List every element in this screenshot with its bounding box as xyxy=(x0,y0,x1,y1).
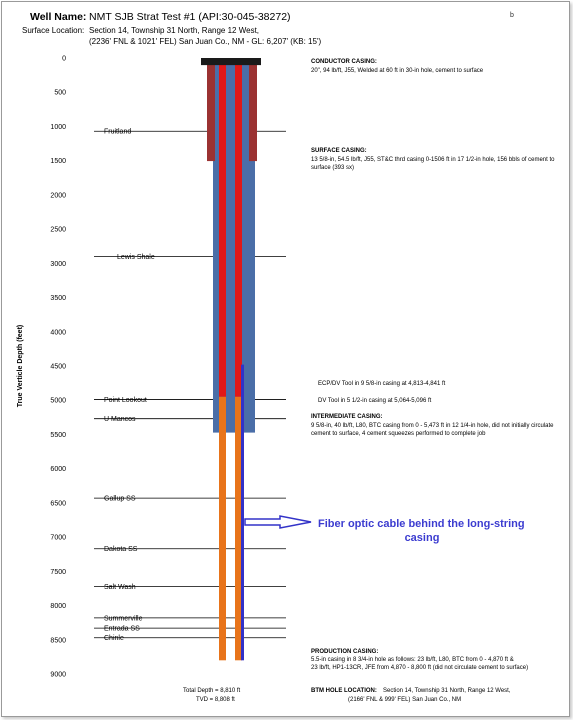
production-casing-lower-left xyxy=(219,397,226,661)
depth-tick-label: 2500 xyxy=(50,226,66,234)
formation-label: Fruitland xyxy=(104,128,132,136)
production-casing-title: PRODUCTION CASING: xyxy=(311,649,379,655)
surface-casing-left xyxy=(207,58,215,161)
depth-axis xyxy=(50,56,66,679)
fiber-callout-arrow-icon xyxy=(245,516,311,528)
formation-label: Entrada SS xyxy=(104,625,140,633)
production-casing-upper-right xyxy=(235,58,242,397)
depth-axis-label: True Verticle Depth (feet) xyxy=(17,324,24,408)
depth-tick-label: 8500 xyxy=(50,637,66,645)
depth-tick-label: 5000 xyxy=(50,397,66,405)
formation-label: U Mancos xyxy=(104,416,136,424)
depth-tick-label: 3000 xyxy=(50,260,66,268)
formation-label: Summerville xyxy=(104,615,143,623)
depth-tick-label: 1000 xyxy=(50,123,66,131)
depth-tick-label: 500 xyxy=(54,89,66,97)
surface-casing-title: SURFACE CASING: xyxy=(311,148,367,154)
btm-hole-line-2: (2166' FNL & 999' FEL) San Juan Co., NM xyxy=(348,697,462,703)
depth-tick-label: 6000 xyxy=(50,466,66,474)
depth-tick-label: 5500 xyxy=(50,431,66,439)
conductor-casing xyxy=(201,58,261,65)
well-name-value: NMT SJB Strat Test #1 (API:30-045-38272) xyxy=(89,11,291,23)
corner-mark: b xyxy=(510,12,514,19)
production-casing-lower-right xyxy=(235,397,242,661)
surface-location-line-1: Section 14, Township 31 North, Range 12 West, xyxy=(89,26,260,35)
depth-tick-label: 1500 xyxy=(50,158,66,166)
formation-label: Point Lookout xyxy=(104,397,147,405)
depth-tick-label: 6500 xyxy=(50,500,66,508)
formation-label: Chinle xyxy=(104,635,124,643)
fiber-optic-cable xyxy=(241,365,244,661)
tvd-label: TVD = 8,808 ft xyxy=(196,697,235,703)
surface-location-line-2: (2236' FNL & 1021' FEL) San Juan Co., NM - GL: 6,207' (KB: 15') xyxy=(89,37,322,46)
conductor-casing-title: CONDUCTOR CASING: xyxy=(311,59,377,65)
depth-tick-label: 7500 xyxy=(50,568,66,576)
fiber-label-line-1: Fiber optic cable behind the long-string xyxy=(318,518,525,530)
btm-hole-line-1: Section 14, Township 31 North, Range 12 West, xyxy=(383,688,511,694)
intermediate-casing-desc-2: cement to surface, 4 cement squeezes performed to complete job xyxy=(311,431,486,437)
formation-markers xyxy=(94,129,286,642)
depth-tick-label: 9000 xyxy=(50,671,66,679)
btm-hole-title: BTM HOLE LOCATION: xyxy=(311,688,377,694)
surface-casing-desc-2: surface (393 sx) xyxy=(311,165,355,171)
depth-tick-label: 2000 xyxy=(50,192,66,200)
production-casing-desc-1: 5.5-in casing in 8 3/4-in hole as follows: 23 lb/ft, L80, BTC from 0 - 4,870 ft & xyxy=(311,657,514,663)
conductor-casing-desc-1: 20", 94 lb/ft, J55, Welded at 60 ft in 30-in hole, cement to surface xyxy=(311,68,484,74)
fiber-label-line-2: casing xyxy=(404,532,440,544)
formation-label: Salt Wash xyxy=(104,583,136,591)
formation-label: Lewis Shale xyxy=(117,253,155,261)
intermediate-casing-title: INTERMEDIATE CASING: xyxy=(311,414,383,420)
intermediate-casing-desc-1: 9 5/8-in, 40 lb/ft, L80, BTC casing from 0 - 5,473 ft in 12 1/4-in hole, did not initially circulate xyxy=(311,423,554,429)
dv-tool-note: DV Tool in 5 1/2-in casing at 5,064-5,096 ft xyxy=(318,398,432,404)
production-casing-desc-2: 23 lb/ft, HP1-13CR, JFE from 4,870 - 8,800 ft (did not circulate cement to surface) xyxy=(311,665,529,671)
depth-tick-label: 7000 xyxy=(50,534,66,542)
wellbore-schematic xyxy=(201,58,261,660)
depth-tick-label: 4000 xyxy=(50,329,66,337)
ecp-tool-note: ECP/DV Tool in 9 5/8-in casing at 4,813-4,841 ft xyxy=(318,381,446,387)
depth-tick-label: 0 xyxy=(62,55,66,63)
surface-location-label: Surface Location: xyxy=(22,26,85,35)
depth-tick-label: 3500 xyxy=(50,295,66,303)
formation-label: Gallup SS xyxy=(104,495,136,503)
total-depth-label: Total Depth = 8,810 ft xyxy=(183,688,241,694)
formation-label: Dakota SS xyxy=(104,546,138,554)
surface-casing-right xyxy=(249,58,257,161)
production-casing-upper-left xyxy=(219,58,226,397)
depth-tick-label: 8000 xyxy=(50,603,66,611)
surface-casing-desc-1: 13 5/8-in, 54.5 lb/ft, J55, ST&C thrd casing 0-1506 ft in 17 1/2-in hole, 156 bbls of cement to xyxy=(311,157,555,163)
well-name-label: Well Name: xyxy=(30,11,87,23)
depth-tick-label: 4500 xyxy=(50,363,66,371)
